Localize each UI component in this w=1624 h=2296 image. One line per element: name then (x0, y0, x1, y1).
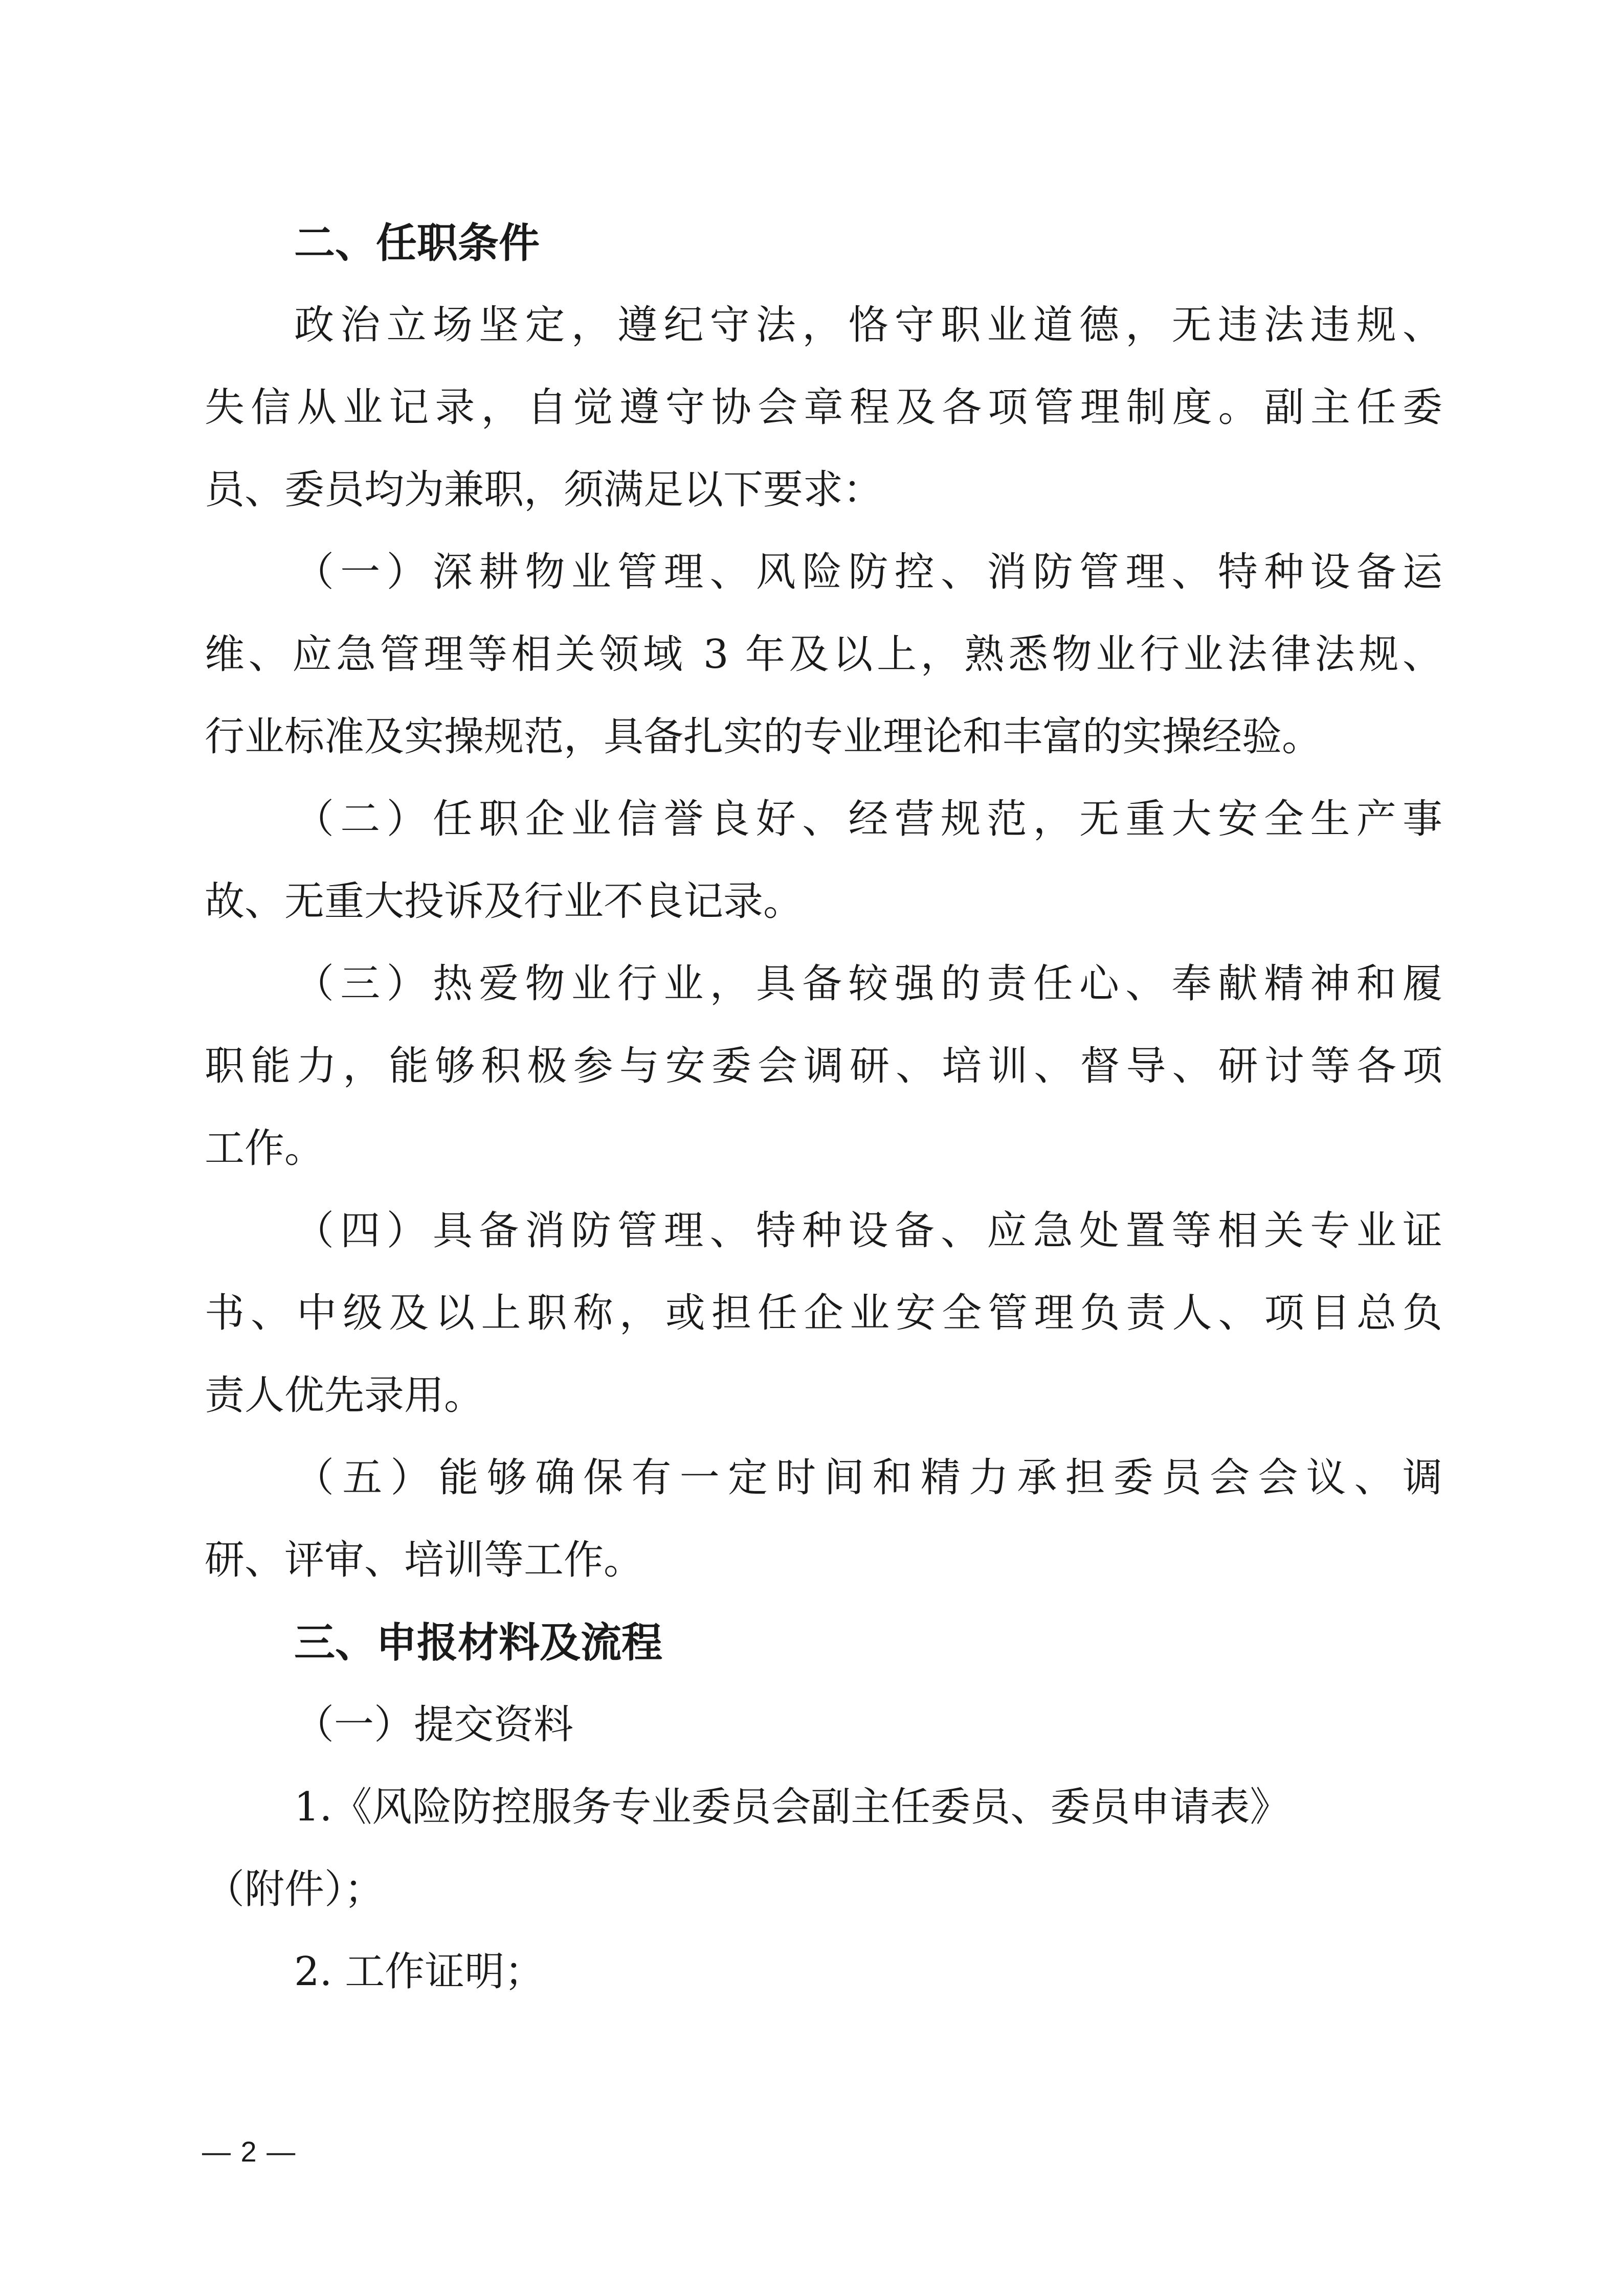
paragraph-line: （五）能够确保有一定时间和精力承担委员会会议、调 (294, 1455, 1442, 1501)
list-item: 1.《风险防控服务专业委员会副主任委员、委员申请表》 (294, 1784, 1290, 1830)
paragraph-line: 研、评审、培训等工作。 (205, 1537, 644, 1583)
paragraph-line: 职能力，能够积极参与安委会调研、培训、督导、研讨等各项 (205, 1043, 1442, 1089)
section-heading-application: 三、申报材料及流程 (294, 1619, 662, 1667)
page-number: — 2 — (202, 2135, 297, 2168)
section-heading-qualifications: 二、任职条件 (294, 219, 540, 267)
paragraph-line: （一）深耕物业管理、风险防控、消防管理、特种设备运 (294, 549, 1442, 595)
page-body (205, 202, 1442, 2013)
paragraph-line: 员、委员均为兼职，须满足以下要求： (205, 467, 883, 513)
paragraph-line: 失信从业记录，自觉遵守协会章程及各项管理制度。副主任委 (205, 385, 1442, 431)
list-item: 2. 工作证明； (294, 1949, 545, 1995)
paragraph-line: 工作。 (205, 1126, 325, 1172)
qualifications-intro-paragraph (205, 284, 1442, 531)
requirement-item-4 (205, 1190, 1442, 1437)
paragraph-line: （四）具备消防管理、特种设备、应急处置等相关专业证 (294, 1208, 1442, 1254)
paragraph-line: （三）热爱物业行业，具备较强的责任心、奉献精神和履 (294, 961, 1442, 1007)
paragraph-line: 责人优先录用。 (205, 1372, 484, 1419)
requirement-item-2 (205, 778, 1442, 943)
paragraph-line: （二）任职企业信誉良好、经营规范，无重大安全生产事 (294, 796, 1442, 842)
paragraph-line: 维、应急管理等相关领域 3 年及以上，熟悉物业行业法律法规、 (205, 632, 1442, 678)
paragraph-line: 故、无重大投诉及行业不良记录。 (205, 879, 804, 925)
list-item-continuation: （附件）； (205, 1866, 385, 1912)
paragraph-line: 书、中级及以上职称，或担任企业安全管理负责人、项目总负 (205, 1290, 1442, 1336)
materials-list (205, 1766, 1442, 2013)
sub-heading-submit-materials: （一）提交资料 (294, 1702, 574, 1748)
requirement-item-3 (205, 943, 1442, 1190)
paragraph-line: 政治立场坚定，遵纪守法，恪守职业道德，无违法违规、 (294, 302, 1442, 348)
requirement-item-5 (205, 1437, 1442, 1602)
paragraph-line: 行业标准及实操规范，具备扎实的专业理论和丰富的实操经验。 (205, 714, 1322, 760)
requirement-item-1 (205, 531, 1442, 778)
